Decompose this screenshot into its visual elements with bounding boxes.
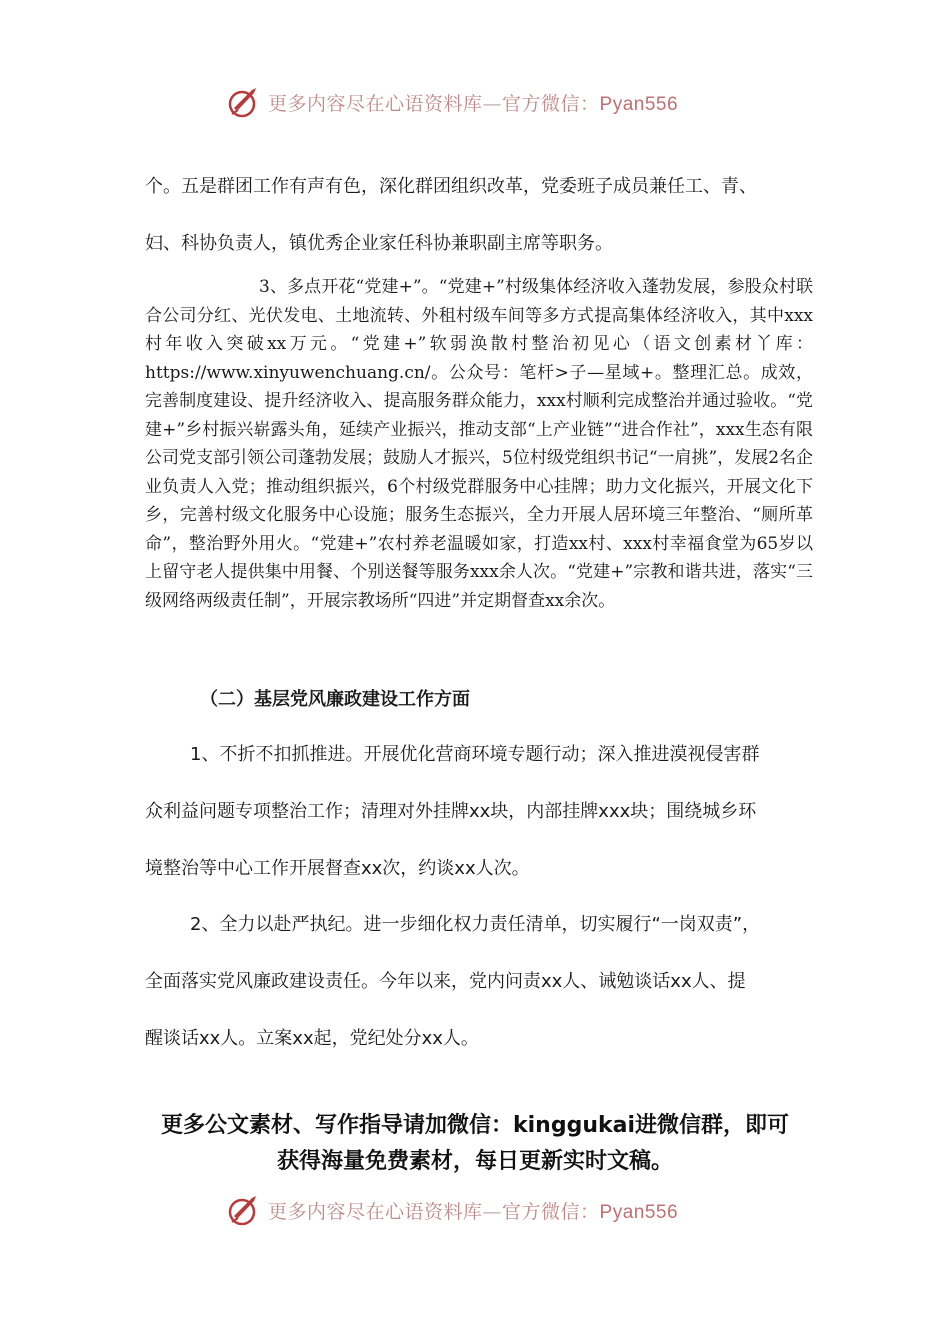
section-heading: （二）基层党风廉政建设工作方面 <box>200 689 470 710</box>
p4-line3: 醒谈话xx人。立案xx起，党纪处分xx人。 <box>145 1028 479 1049</box>
quill-logo-icon <box>226 1192 262 1228</box>
p3-line3: 境整治等中心工作开展督查xx次，约谈xx人次。 <box>145 858 530 879</box>
footer-note <box>120 1108 830 1180</box>
p4-line1: 2、全力以赴严执纪。进一步细化权力责任清单，切实履行“一岗双责”， <box>190 914 761 935</box>
p3-line2: 众利益问题专项整治工作；清理对外挂牌xx块，内部挂牌xxx块；围绕城乡环 <box>145 801 757 822</box>
banner-main: 更多内容尽在心语资料库 <box>268 92 483 115</box>
p4-line2: 全面落实党风廉政建设责任。今年以来，党内问责xx人、诫勉谈话xx人、提 <box>145 971 746 992</box>
banner-main: 更多内容尽在心语资料库 <box>268 1200 483 1223</box>
banner-text <box>268 1197 678 1224</box>
banner-sep: — <box>482 92 503 115</box>
party-building-paragraph: 3、多点开花“党建+”。“党建+”村级集体经济收入蓬勃发展，参股众村联合公司分红、光伏发电、土地流转、外租村级车间等多方式提高集体经济收入，其中xxx村年收入突破xx万元。“党建+”软弱涣散村整治初见心（语文创素材丫库：https://www.xinyuwenchuang.cn/。公众号：笔杆>子—星域+。整理汇总。成效，完善制度建设、提升经济收入、提高服务群众能力，xxx村顺利完成整治并通过验收。“党建+”乡村振兴崭露头角，延续产业振兴，推动支部“上产业链”“进合作社”，xxx生态有限公司党支部引领公司蓬勃发展；鼓励人才振兴，5位村级党组织书记“一肩挑”，发展2名企业负责人入党；推动组织振兴，6个村级党群服务中心挂牌；助力文化振兴，开展文化下乡，完善村级文化服务中心设施；服务生态振兴，全力开展人居环境三年整治、“厕所革命”，整治野外用火。“党建+”农村养老温暖如家，打造xx村、xxx村幸福食堂为65岁以上留守老人提供集中用餐、个别送餐等服务xxx余人次。“党建+”宗教和谐共进，落实“三级网络两级责任制”，开展宗教场所“四进”并定期督查xx余次。 <box>145 277 814 611</box>
footer-banner <box>226 1192 678 1228</box>
footer-line1: 更多公文素材、写作指导请加微信：kinggukai进微信群，即可 <box>160 1113 789 1138</box>
banner-suffix: 官方微信： <box>502 92 600 115</box>
banner-sep: — <box>482 1200 503 1223</box>
p1-line2: 妇、科协负责人，镇优秀企业家任科协兼职副主席等职务。 <box>145 233 613 254</box>
quill-logo-icon <box>226 84 262 120</box>
p1-line1: 个。五是群团工作有声有色，深化群团组织改革，党委班子成员兼任工、青、 <box>145 176 757 197</box>
footer-line2: 获得海量免费素材，每日更新实时文稿。 <box>276 1149 673 1174</box>
banner-text <box>268 89 678 116</box>
banner-id: Pyan556 <box>599 93 679 115</box>
header-banner <box>226 84 678 120</box>
p3-line1: 1、不折不扣抓推进。开展优化营商环境专题行动；深入推进漠视侵害群 <box>190 744 760 765</box>
banner-suffix: 官方微信： <box>502 1200 600 1223</box>
banner-id: Pyan556 <box>599 1201 679 1223</box>
